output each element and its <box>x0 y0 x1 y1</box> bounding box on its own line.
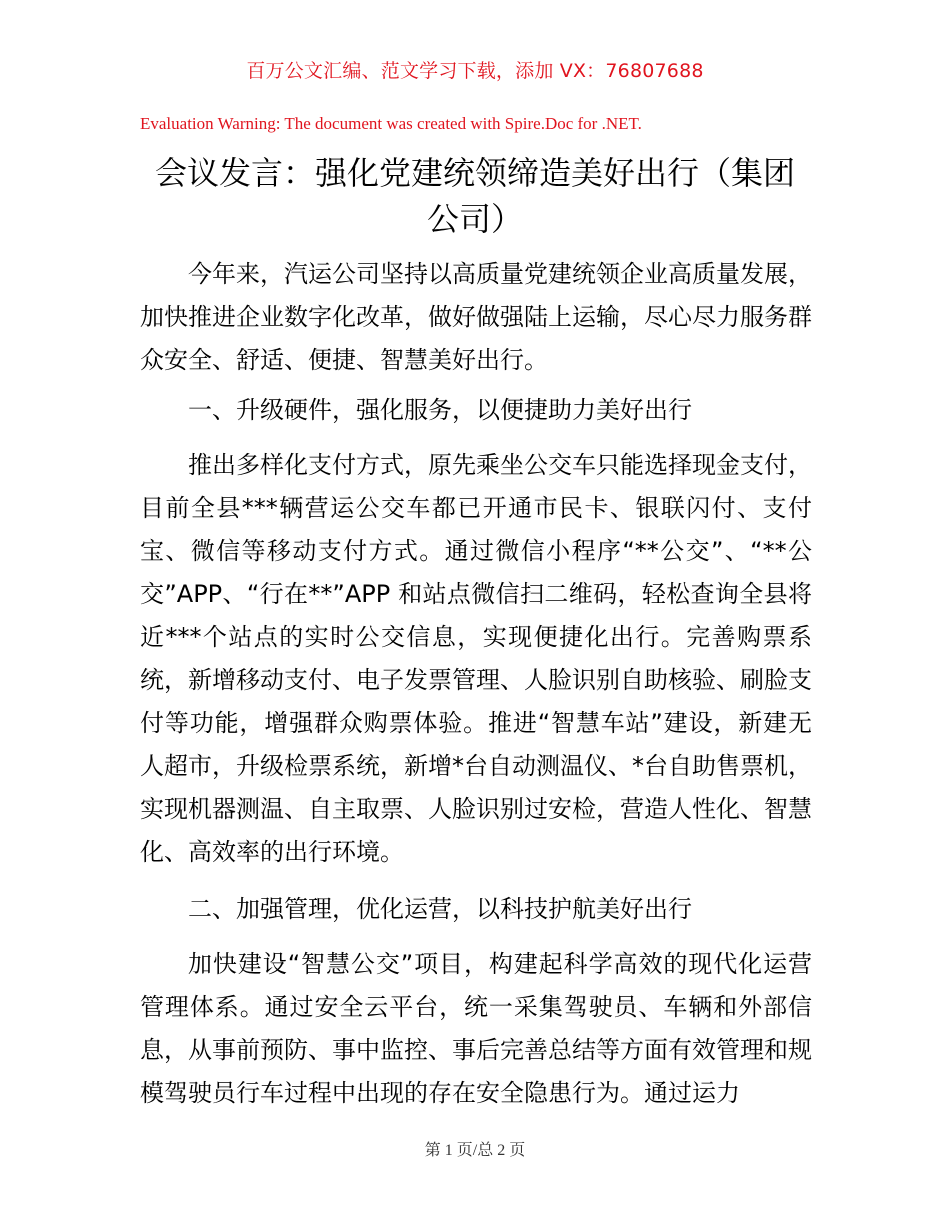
section-heading-2: 二、加强管理，优化运营，以科技护航美好出行 <box>188 895 692 923</box>
intro-paragraph: 今年来，汽运公司坚持以高质量党建统领企业高质量发展，加快推进企业数字化改革，做好做强陆上运输，尽心尽力服务群众安全、舒适、便捷、智慧美好出行。 <box>140 260 812 374</box>
page-number-footer: 第 1 页/总 2 页 <box>424 1142 526 1159</box>
section-1-paragraph: 推出多样化支付方式，原先乘坐公交车只能选择现金支付，目前全县***辆营运公交车都已开通市民卡、银联闪付、支付宝、微信等移动支付方式。通过微信小程序“**公交”、“**公交”APP、“行在**”APP 和站点微信扫二维码，轻松查询全县将近***个站点的实时公交信息，实现便捷化出行。完善购票系统，新增移动支付、电子发票管理、人脸识别自助核验、刷脸支付等功能，增强群众购票体验。推进“智慧车站”建设，新建无人超市，升级检票系统，新增*台自动测温仪、*台自助售票机，实现机器测温、自主取票、人脸识别过安检，营造人性化、智慧化、高效率的出行环境。 <box>140 451 812 866</box>
evaluation-warning: Evaluation Warning: The document was created with Spire.Doc for .NET. <box>140 114 642 133</box>
section-2-paragraph: 加快建设“智慧公交”项目，构建起科学高效的现代化运营管理体系。通过安全云平台，统一采集驾驶员、车辆和外部信息，从事前预防、事中监控、事后完善总结等方面有效管理和规模驾驶员行车过程中出现的存在安全隐患行为。通过运力 <box>140 950 812 1107</box>
document-title: 会议发言：强化党建统领缔造美好出行（集团公司） <box>154 154 795 238</box>
section-heading-1: 一、升级硬件，强化服务，以便捷助力美好出行 <box>188 396 692 424</box>
header-ad-banner: 百万公文汇编、范文学习下载，添加 VX：76807688 <box>246 60 704 82</box>
